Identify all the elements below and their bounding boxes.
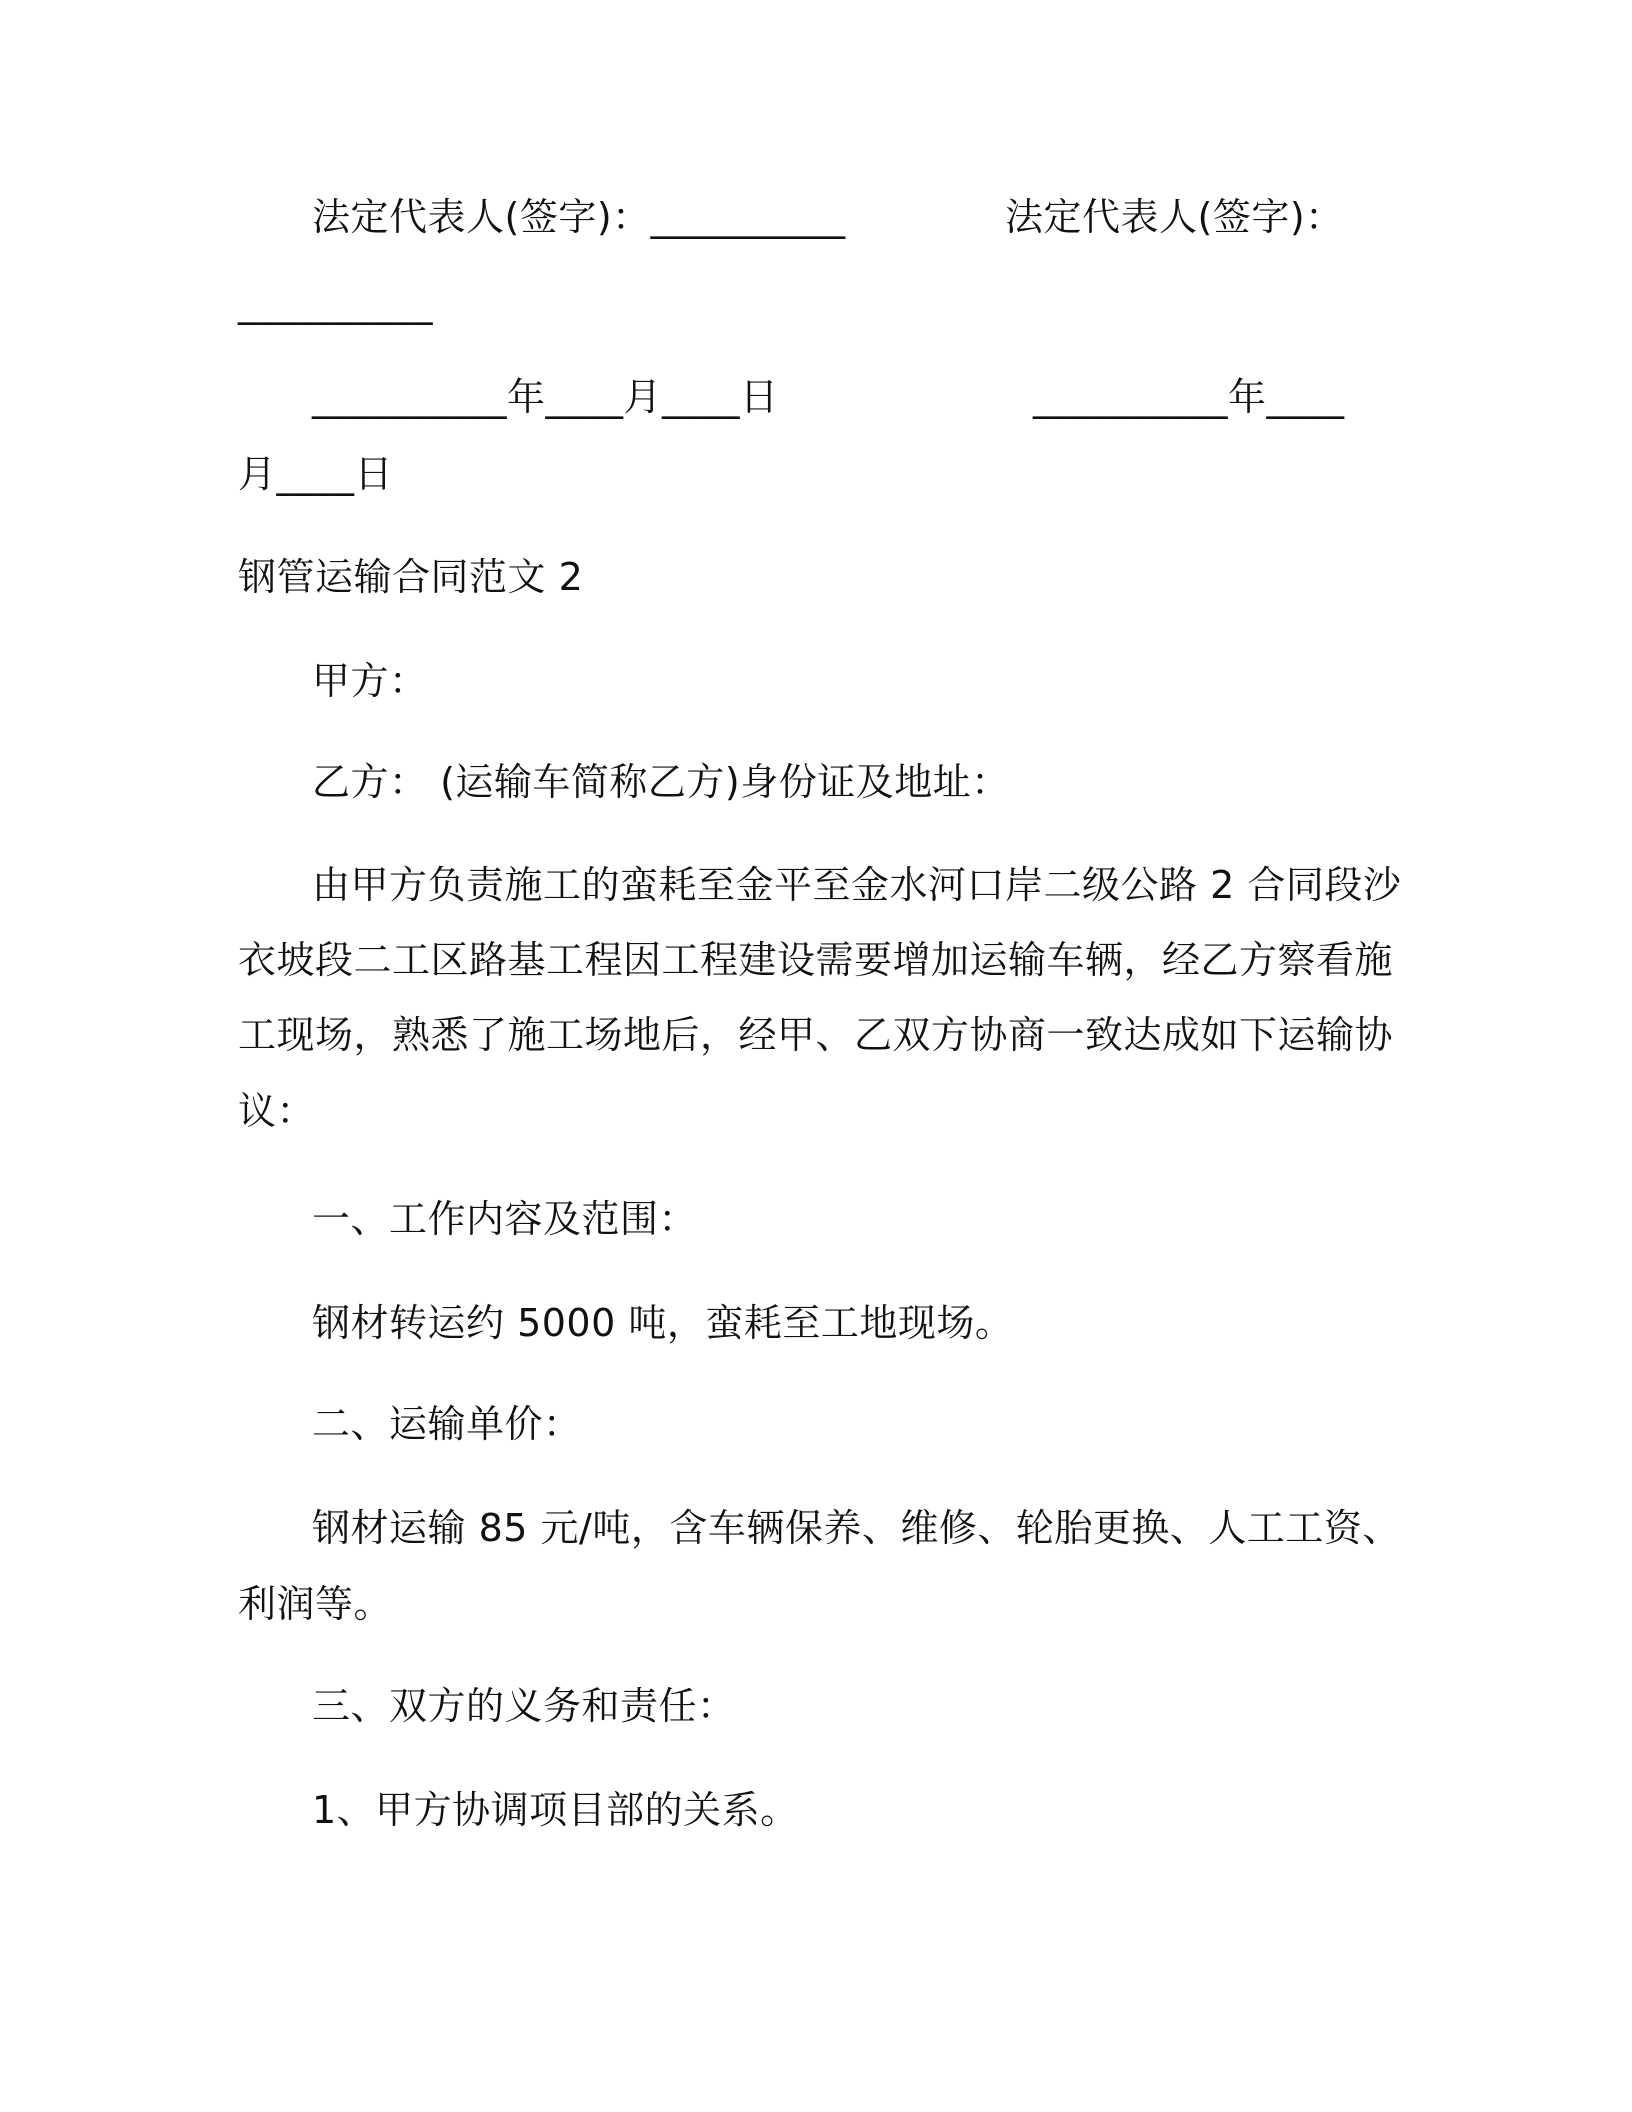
date-left: __________年____月____日 [312,375,779,419]
section-2-text-line-1: 钢材运输 85 元/吨，含车辆保养、维修、轮胎更换、人工工资、 [312,1506,1401,1550]
date-right: __________年____ [1033,375,1345,419]
signature-right: 法定代表人(签字)： [1005,195,1344,239]
intro-line-2: 衣坡段二工区路基工程因工程建设需要增加运输车辆，经乙方察看施 [238,938,1394,982]
intro-line-3: 工现场，熟悉了施工场地后，经甲、乙双方协商一致达成如下运输协 [238,1013,1394,1057]
signature-left: 法定代表人(签字)：__________ [312,195,846,239]
signature-right-blank: __________ [238,281,433,325]
party-a: 甲方： [312,659,428,703]
document-title: 钢管运输合同范文 2 [238,555,584,599]
section-3-heading: 三、双方的义务和责任： [312,1684,736,1728]
intro-line-1: 由甲方负责施工的蛮耗至金平至金水河口岸二级公路 2 合同段沙 [312,863,1402,907]
section-2-text-line-2: 利润等。 [238,1582,393,1626]
section-2-heading: 二、运输单价： [312,1402,582,1446]
section-3-item-1: 1、甲方协调项目部的关系。 [312,1788,799,1832]
section-1-heading: 一、工作内容及范围： [312,1197,698,1241]
date-right-continued: 月____日 [238,452,394,496]
section-1-text: 钢材转运约 5000 吨，蛮耗至工地现场。 [312,1301,1014,1345]
intro-line-4: 议： [238,1089,316,1133]
party-b: 乙方： (运输车简称乙方)身份证及地址： [312,760,1010,804]
